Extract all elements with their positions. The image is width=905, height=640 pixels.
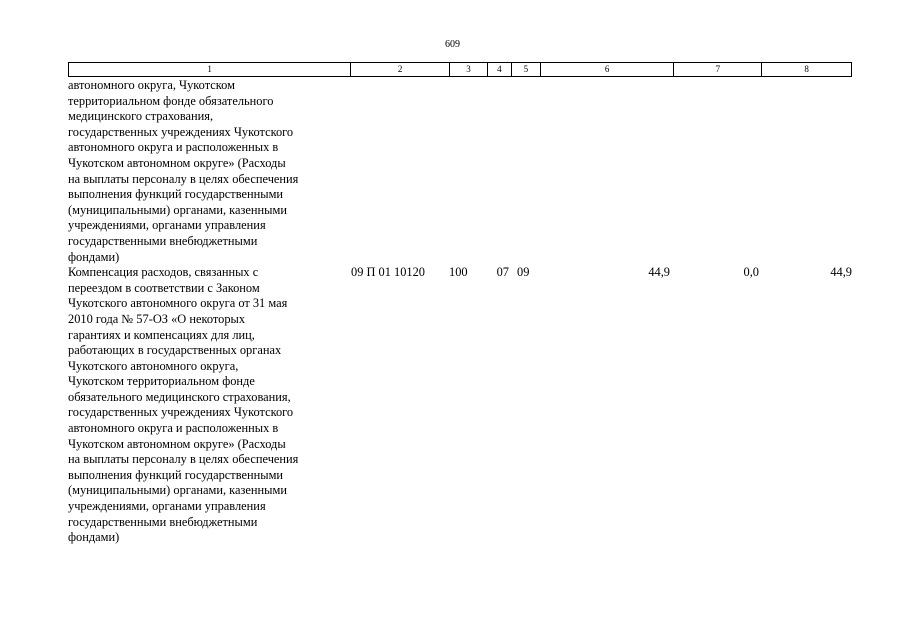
column-header-8: 8 — [761, 63, 851, 76]
row-expense-type — [449, 78, 487, 265]
description-line: государственными внебюджетными — [68, 514, 258, 529]
column-header-4: 4 — [487, 63, 511, 76]
table-row — [68, 78, 858, 265]
description-line: выполнения функций государственными — [68, 187, 284, 202]
description-line: Чукотского автономного округа, — [68, 358, 239, 373]
description-line: выполнения функций государственными — [68, 467, 284, 482]
description-line: государственных учреждениях Чукотского — [68, 405, 294, 420]
description-line: государственных учреждениях Чукотского — [68, 124, 294, 139]
row-section: 07 — [496, 265, 509, 280]
description-line: автономного округа, Чукотском — [68, 78, 235, 92]
description-line: переездом в соответствии с Законом — [68, 280, 260, 295]
row-subsection: 09 — [517, 265, 530, 280]
row-expense-type: 100 — [449, 265, 468, 280]
description-line: на выплаты персоналу в целях обеспечения — [68, 171, 299, 186]
row-section — [487, 78, 511, 265]
row-sum-3 — [762, 78, 858, 265]
column-header-1: 1 — [207, 64, 212, 74]
description-line: Чукотском автономном округе» (Расходы — [68, 155, 286, 170]
row-code: 09 П 01 10120 — [351, 265, 425, 280]
description-line: Чукотском автономном округе» (Расходы — [68, 436, 286, 451]
description-line: Чукотском территориальном фонде — [68, 374, 255, 389]
description-line: учреждениями, органами управления — [68, 218, 266, 233]
description-line: фондами) — [68, 249, 120, 264]
description-line: Компенсация расходов, связанных с — [68, 265, 259, 280]
description-line: 2010 года № 57-ОЗ «О некоторых — [68, 311, 246, 326]
column-header-2: 2 — [350, 63, 449, 76]
description-line: (муниципальными) органами, казенными — [68, 483, 287, 498]
description-line: автономного округа и расположенных в — [68, 421, 279, 436]
column-header-3: 3 — [449, 63, 487, 76]
description-line: фондами) — [68, 530, 120, 545]
description-line: на выплаты персоналу в целях обеспечения — [68, 452, 299, 467]
page-number: 609 — [445, 39, 460, 50]
row-description — [68, 265, 350, 546]
column-header-7: 7 — [673, 63, 761, 76]
description-line: обязательного медицинского страхования, — [68, 389, 291, 404]
table-row — [68, 265, 858, 546]
row-subsection — [511, 78, 540, 265]
row-sum-3: 44,9 — [830, 265, 852, 280]
description-line: работающих в государственных органах — [68, 343, 282, 358]
row-code — [350, 78, 449, 265]
description-line: (муниципальными) органами, казенными — [68, 202, 287, 217]
row-sum-2 — [674, 78, 762, 265]
description-line: гарантиях и компенсациях для лиц, — [68, 327, 255, 342]
column-header-6: 6 — [540, 63, 674, 76]
row-sum-1 — [540, 78, 674, 265]
description-line: медицинского страхования, — [68, 109, 214, 124]
description-line: Чукотского автономного округа от 31 мая — [68, 296, 288, 311]
row-description — [68, 78, 350, 265]
description-line: государственными внебюджетными — [68, 233, 258, 248]
row-sum-1: 44,9 — [648, 265, 670, 280]
column-header-5: 5 — [511, 63, 540, 76]
table-header-row — [68, 62, 852, 77]
table-body — [68, 78, 858, 546]
description-line: автономного округа и расположенных в — [68, 140, 279, 155]
row-sum-2: 0,0 — [743, 265, 759, 280]
description-line: учреждениями, органами управления — [68, 499, 266, 514]
description-line: территориальном фонде обязательного — [68, 93, 274, 108]
